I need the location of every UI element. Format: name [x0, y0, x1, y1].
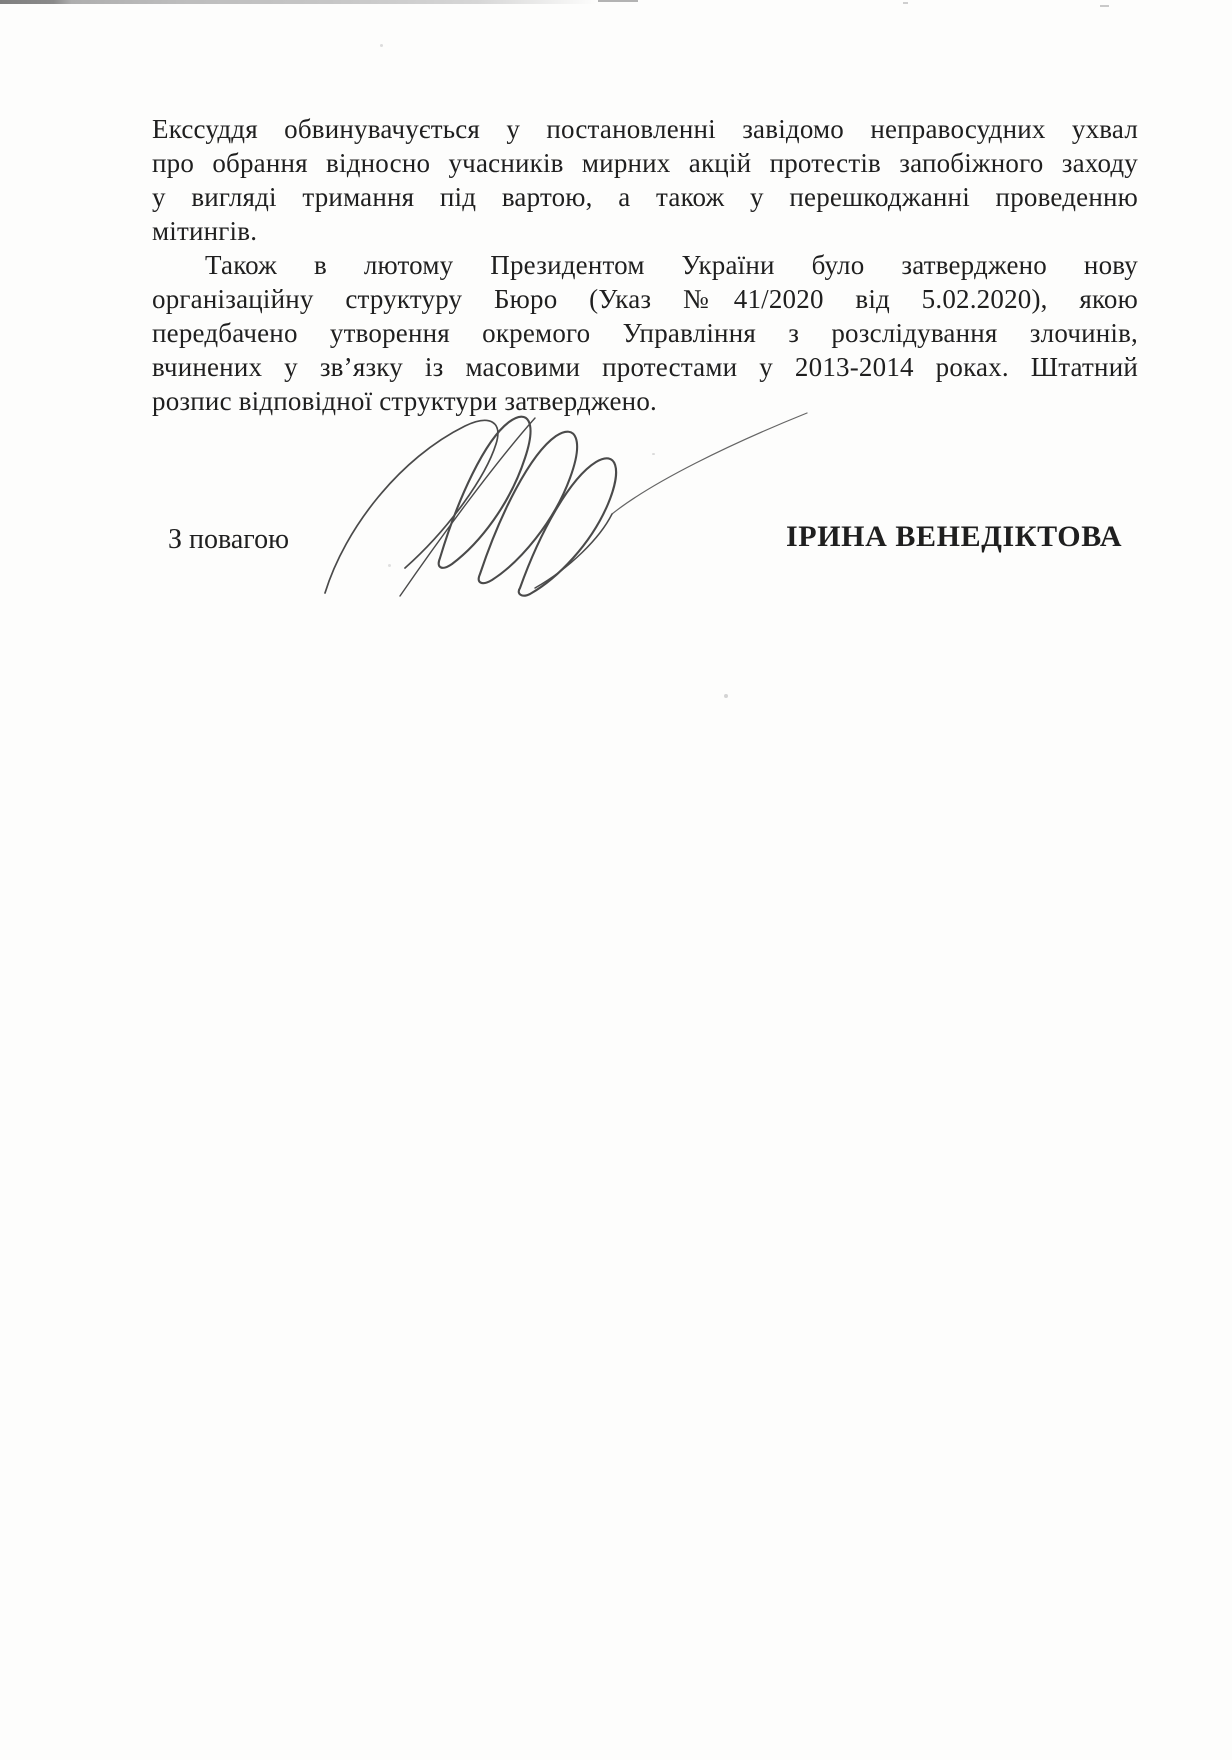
paragraph-line: Також в лютому Президентом України було затверджено нову [205, 250, 1138, 280]
paragraph-line: вчинених у зв’язку із масовими протестами у 2013-2014 роках. Штатний [152, 352, 1138, 382]
paragraph-line: розпис відповідної структури затверджено. [152, 386, 657, 416]
closing-salutation: З повагою [168, 524, 289, 555]
scan-artifact-speck [380, 44, 383, 47]
paragraph-line: Екссуддя обвинувачується у постановленні завідомо неправосудних ухвал [152, 114, 1138, 144]
scan-artifact-speck [724, 694, 728, 698]
scan-artifact-dash [598, 0, 638, 2]
paragraph-line: організаційну структуру Бюро (Указ №41/2020 від 5.02.2020), якою [152, 284, 1138, 314]
scan-artifact-dash [903, 2, 908, 4]
signature-scribble-icon [300, 378, 815, 610]
paragraph-line: у вигляді тримання під вартою, а також у перешкоджанні проведенню [152, 182, 1138, 212]
paragraph-line: про обрання відносно учасників мирних акцій протестів запобіжного заходу [152, 148, 1138, 178]
handwritten-signature-image [300, 378, 815, 610]
scan-artifact-top-band [0, 0, 596, 4]
paragraph-line: мітингів. [152, 216, 258, 246]
letter-body [152, 112, 1138, 418]
signer-name: ІРИНА ВЕНЕДІКТОВА [786, 520, 1123, 553]
scan-artifact-dash [1100, 5, 1109, 7]
paragraph [152, 112, 1138, 248]
paragraph-line: передбачено утворення окремого Управління з розслідування злочинів, [152, 318, 1138, 348]
